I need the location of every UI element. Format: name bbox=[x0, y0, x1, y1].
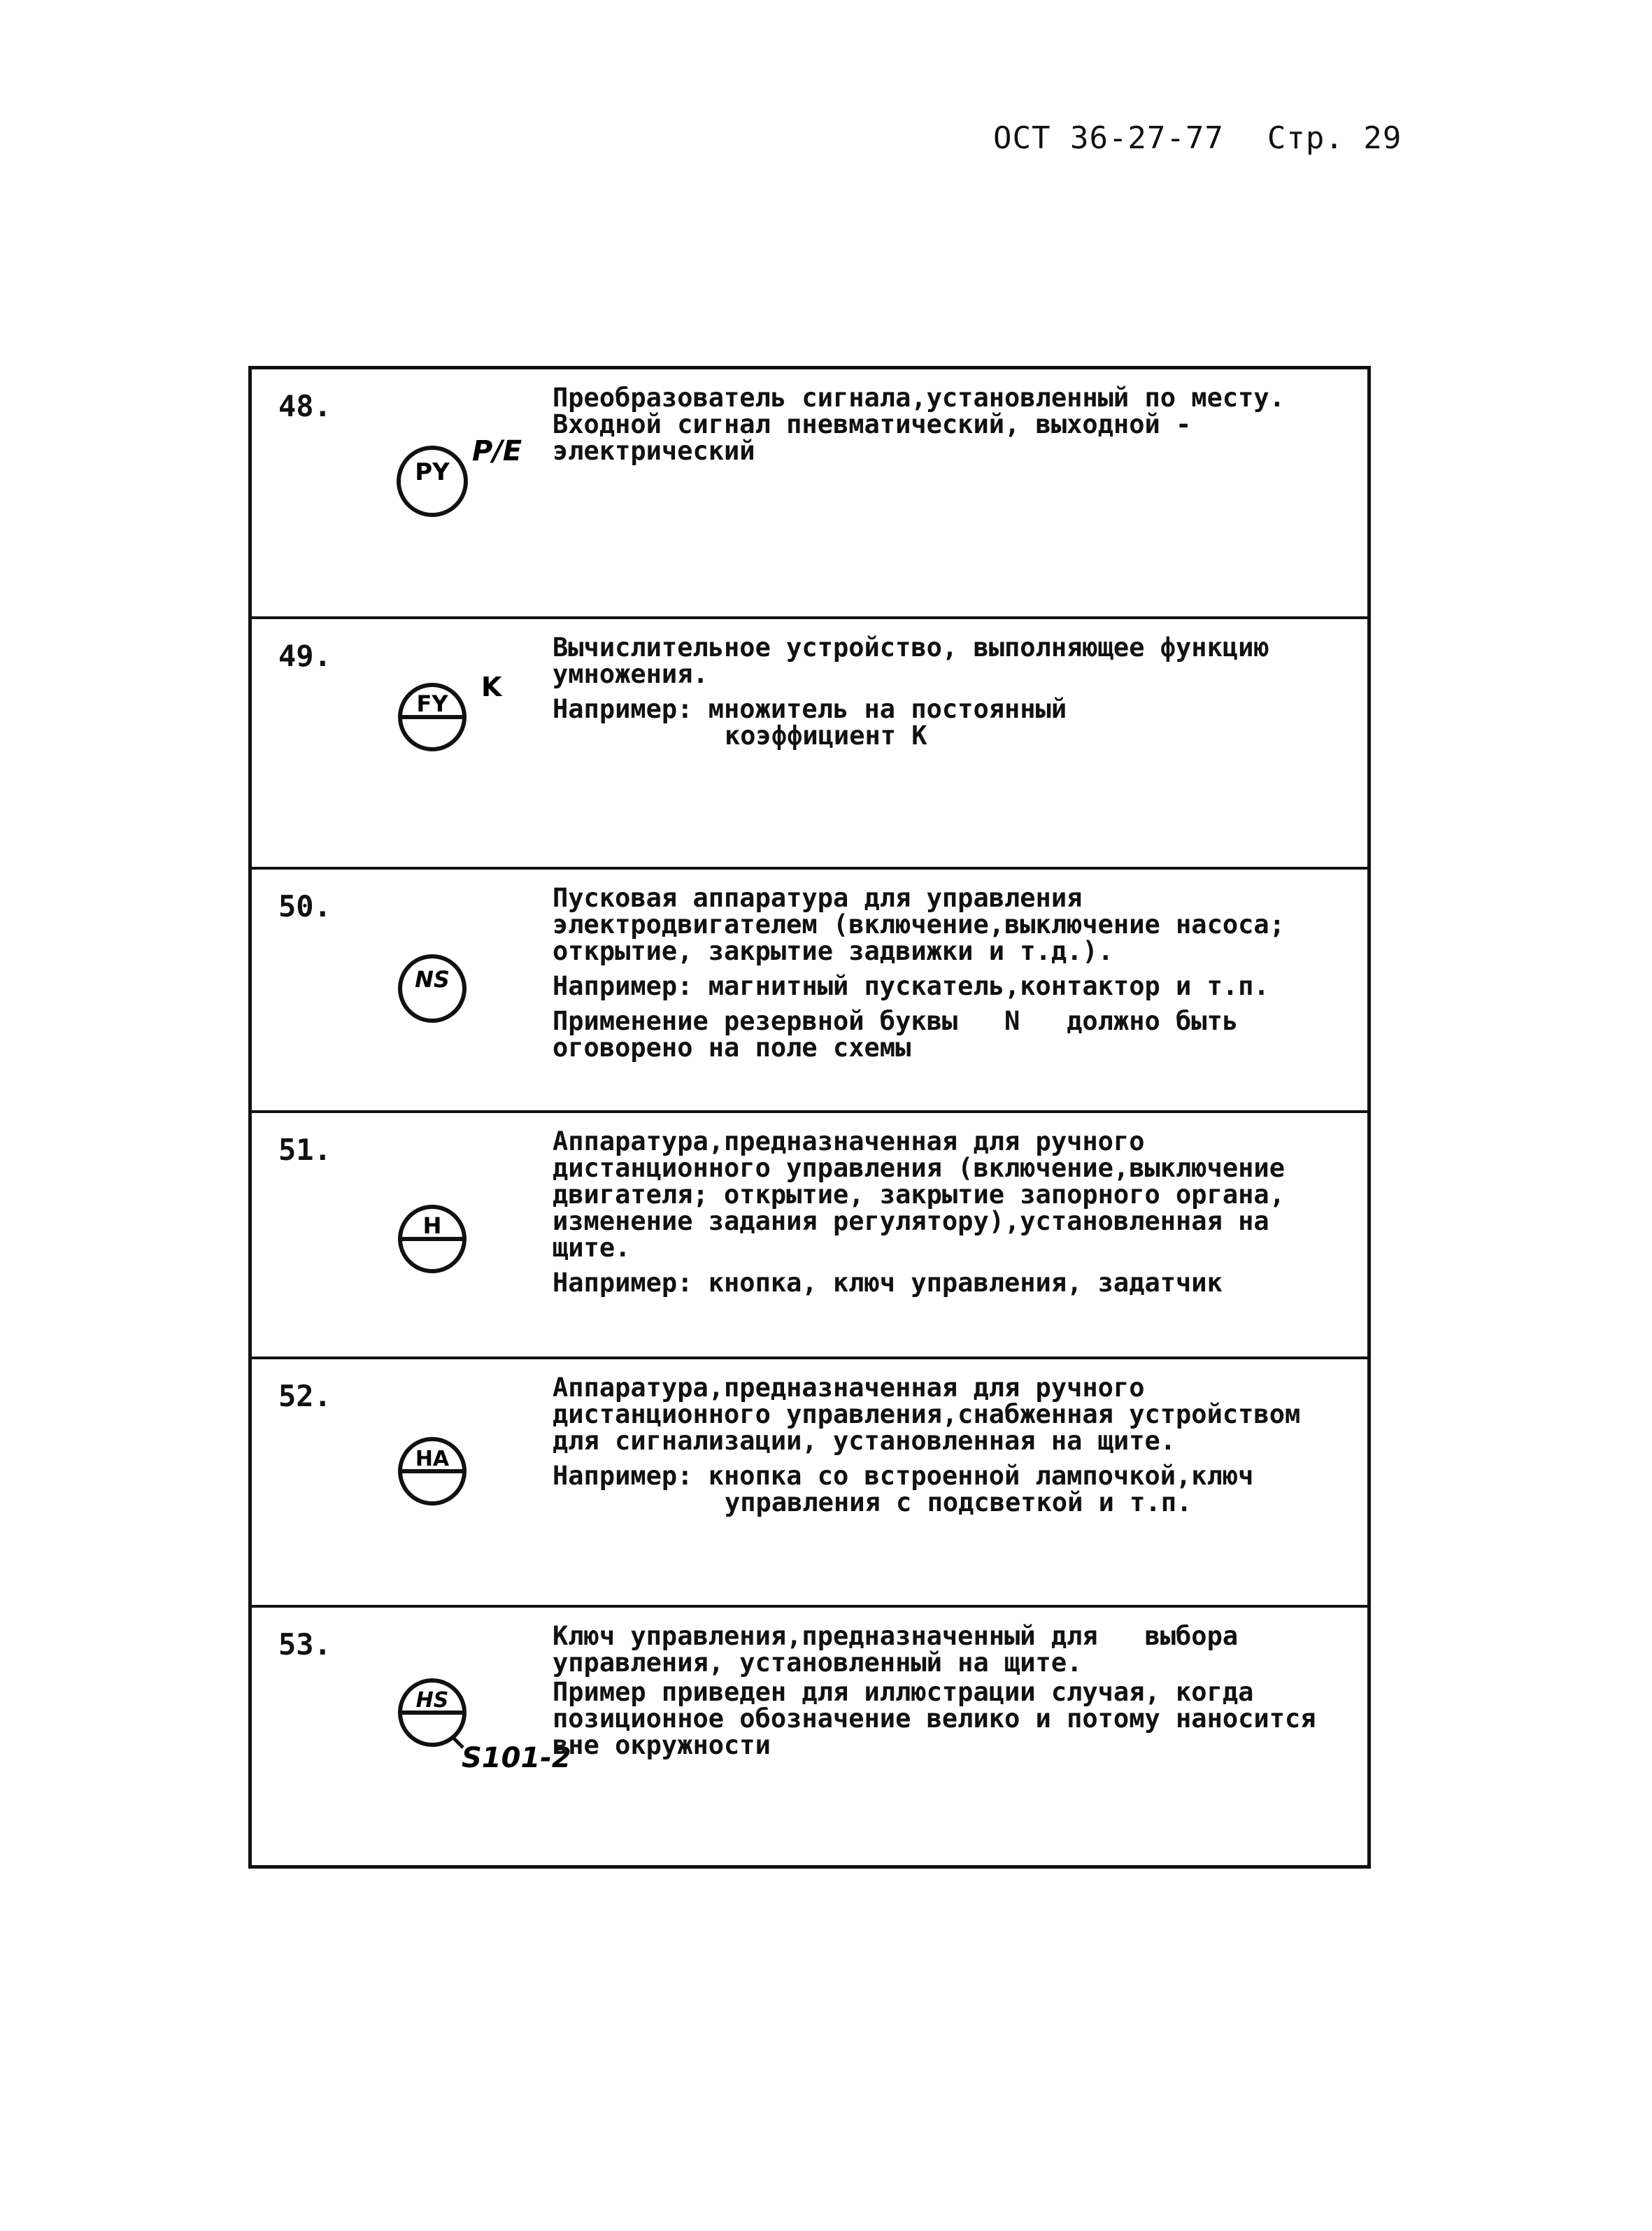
symbol-note: S101-2 bbox=[462, 1742, 571, 1774]
row-description bbox=[553, 1375, 1325, 1516]
instrument-symbol-ns-icon bbox=[392, 933, 553, 1058]
description-line: Например: множитель на постоянный bbox=[553, 694, 1067, 724]
row-description bbox=[553, 1128, 1325, 1305]
description-line: Аппаратура,предназначенная для ручного дистанционного управления (включение,выключение двигателя; открытие, закрытие запорного органа, изменение задания регулятору),установленная на щите. bbox=[553, 1126, 1301, 1263]
instrument-symbol-hs-icon bbox=[392, 1643, 571, 1783]
instrument-symbol-h-icon bbox=[392, 1169, 553, 1295]
symbol-letters: FY bbox=[416, 690, 448, 717]
symbol-letters: HS bbox=[415, 1688, 449, 1713]
row-description bbox=[553, 885, 1325, 1070]
standard-code: ОСТ 36-27-77 bbox=[993, 120, 1224, 156]
symbol-letters: HA bbox=[415, 1447, 450, 1471]
instrument-symbol-ha-icon bbox=[392, 1401, 553, 1527]
symbols-table bbox=[248, 366, 1371, 1869]
row-number: 50. bbox=[278, 889, 332, 923]
row-number: 51. bbox=[278, 1133, 332, 1167]
page-number: Стр. 29 bbox=[1267, 120, 1402, 156]
description-line: Применение резервной буквы N должно быть оговорено на поле схемы bbox=[553, 1006, 1254, 1063]
description-line: Например: кнопка, ключ управления, задатчик bbox=[553, 1268, 1223, 1298]
row-description bbox=[553, 1621, 1332, 1767]
description-line: Пусковая аппаратура для управления электродвигателем (включение,выключение насоса; открытие, закрытие задвижки и т.д.). bbox=[553, 883, 1301, 966]
instrument-symbol-py-icon bbox=[392, 425, 553, 551]
row-number: 53. bbox=[278, 1627, 332, 1662]
row-number: 48. bbox=[278, 389, 332, 423]
symbol-note: K bbox=[481, 672, 502, 702]
table-row-53 bbox=[252, 1608, 1367, 1865]
symbol-letters: H bbox=[422, 1212, 442, 1239]
description-line: Ключ управления,предназначенный для выбора управления, установленный на щите. bbox=[553, 1621, 1254, 1678]
row-description bbox=[553, 385, 1325, 473]
table-row-49 bbox=[252, 619, 1367, 870]
page-header bbox=[993, 120, 1402, 156]
table-row-48 bbox=[252, 369, 1367, 619]
description-line: Пример приведен для иллюстрации случая, когда позиционное обозначение велико и потому наносится вне окружности bbox=[553, 1677, 1332, 1760]
table-row-50 bbox=[252, 870, 1367, 1113]
row-description bbox=[553, 632, 1325, 751]
description-line: Вычислительное устройство, выполняющее функцию умножения. bbox=[553, 632, 1285, 689]
row-number: 52. bbox=[278, 1379, 332, 1413]
table-row-51 bbox=[252, 1113, 1367, 1359]
description-line: управления с подсветкой и т.п. bbox=[725, 1487, 1192, 1517]
description-line: коэффициент K bbox=[725, 721, 927, 751]
symbol-note: P/E bbox=[472, 435, 522, 467]
description-line: Например: кнопка со встроенной лампочкой,ключ bbox=[553, 1461, 1254, 1491]
description-line: Аппаратура,предназначенная для ручного дистанционного управления,снабженная устройством для сигнализации, установленная на щите. bbox=[553, 1373, 1316, 1456]
instrument-symbol-fy-icon bbox=[392, 647, 553, 773]
description-line: Например: магнитный пускатель,контактор и т.п. bbox=[553, 971, 1269, 1001]
description-line: Преобразователь сигнала,установленный по месту. Входной сигнал пневматический, выходной - электрический bbox=[553, 383, 1301, 466]
row-number: 49. bbox=[278, 639, 332, 673]
symbol-letters: NS bbox=[415, 966, 450, 993]
table-row-52 bbox=[252, 1359, 1367, 1608]
symbol-letters: PY bbox=[415, 458, 450, 486]
